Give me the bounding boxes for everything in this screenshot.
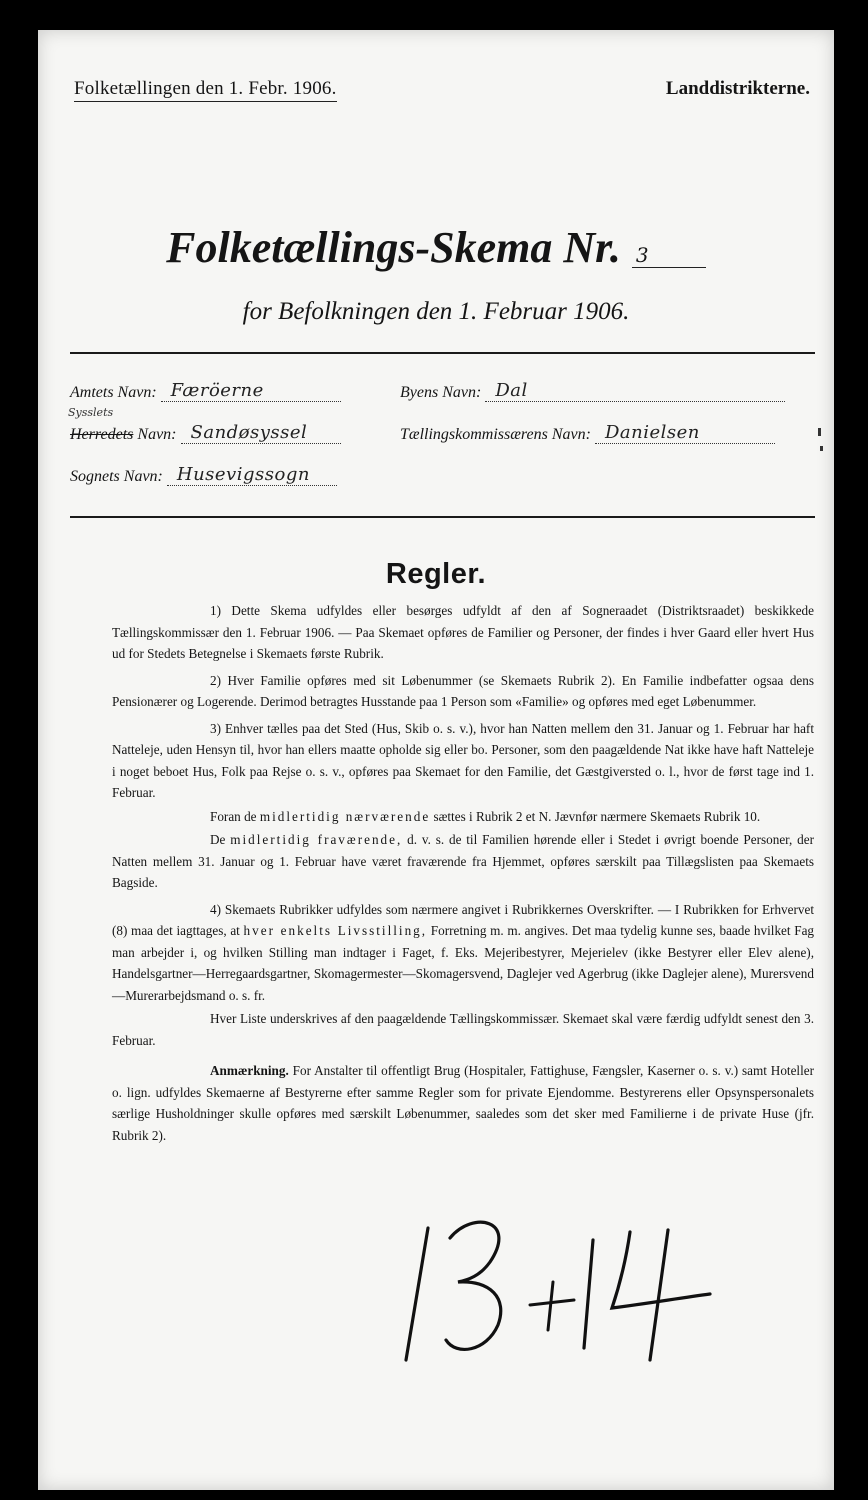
rule-3c-pre: De [210, 832, 226, 847]
rule-4-spaced: hver enkelts Livsstilling, [243, 923, 428, 938]
form-subtitle: for Befolkningen den 1. Februar 1906. [242, 298, 630, 325]
census-form-page [38, 30, 834, 1490]
rule-3: 3) Enhver tælles paa det Sted (Hus, Skib o. s. v.), hvor han Natten mellem den 31. Januar og 1. Februar har haft Natteleje, uden Hensyn til, hvor han ellers maatte opholde sig eller bo. Personer, som den paagældende Nat ikke have haft Natteleje i noget beboet Hus, Folk paa Rejse o. s. v., opføres paa Skemaet for den Familie, det Gæstgiversted o. l., hvor de først tage ind 1. Februar. [112, 720, 814, 800]
rule-3b-post: sættes i Rubrik 2 et N. Jævnfør nærmere Skemaets Rubrik 10. [433, 808, 761, 824]
rule-3-midlertidig-fravaerende [112, 829, 814, 894]
by-label: Byens Navn: [400, 384, 482, 401]
amt-label: Amtets Navn: [70, 384, 157, 401]
note-label: Anmærkning. [210, 1063, 289, 1078]
herred-value: Sandøsyssel [181, 422, 341, 444]
by-value: Dal [485, 380, 785, 402]
bottom-divider [70, 516, 815, 518]
herred-field [70, 422, 341, 444]
amt-field [70, 380, 341, 402]
form-number-field: 3 [632, 243, 706, 268]
by-field [400, 380, 785, 402]
rule-3c-post: d. v. s. de til Familien hørende eller i Stedet i øvrigt boende Personer, der Natten mellem 31. Januar og 1. Februar have været fraværende fra Hjemmet, opføres særskilt paa Tillægslisten paa Skemaets Bagside. [112, 832, 815, 890]
rule-1: 1) Dette Skema udfyldes eller besørges udfyldt af den af Sogneraadet (Distriktsraadet) beskikkede Tællingskommissær den 1. Februar 1906. — Paa Skemaet opføres de Familier og Personer, der findes i hver Gaard eller hvert Hus ud for Stedets Betegnelse i Skemaets første Rubrik. [112, 603, 814, 661]
kommissaer-label: Tællingskommissærens Navn: [400, 426, 591, 443]
rule-4-pre: 4) Skemaets Rubrikker udfyldes som nærmere angivet i Rubrikkernes Overskrifter. — I Rubrikken for Erhvervet (8) maa det iagttages, at [112, 901, 814, 938]
rule-3-midlertidig-naervaerende [112, 806, 814, 828]
edge-mark [820, 446, 823, 451]
form-title [38, 222, 834, 273]
form-title-text: Folketællings-Skema Nr. [166, 223, 621, 272]
rule-3b-spaced: midlertidig nærværende [259, 808, 431, 824]
sogn-label: Sognets Navn: [70, 468, 163, 485]
rule-4b: Hver Liste underskrives af den paagældende Tællingskommissær. Skemaet skal være færdig udfyldt senest den 3. Februar. [112, 1011, 814, 1048]
handwritten-page-number [398, 1200, 738, 1370]
kommissaer-value: Danielsen [595, 422, 775, 444]
rule-3b-pre: Foran de [210, 808, 257, 824]
rule-3c-spaced: midlertidig fraværende, [230, 832, 403, 847]
district-type-label: Landdistrikterne. [665, 78, 810, 99]
rules-body [112, 600, 814, 1151]
rule-4-post: Forretning m. m. angives. Det maa tydelig kunne ses, baade hvilket Fag man arbejder i, og hvilken Stilling man indtager i Faget, f. Eks. Mejeribestyrer, Mejerielev (ikke Bestyrer eller Elev alene), Handelsgartner—Herregaardsgartner, Skomagermester—Skomagersvend, Daglejer ved Agerbrug (ikke Daglejer alene), Murersvend—Murerarbejdsmand o. s. fr. [112, 923, 815, 1003]
sogn-field [70, 464, 337, 486]
note-text: For Anstalter til offentligt Brug (Hospitaler, Fattighuse, Fængsler, Kaserner o. s. v.) samt Hoteller o. lign. udfyldes Skemaerne af Bestyrerne efter samme Regler som for private Ejendomme. Bestyrerens eller Opsynspersonalets særlige Husholdninger skulle opføres med særskilt Løbenummer, saaledes som det sker med Familierne i de private Huse (jfr. Rubrik 2). [112, 1063, 815, 1143]
top-divider [70, 352, 815, 354]
kommissaer-field [400, 422, 775, 444]
rule-2: 2) Hver Familie opføres med sit Løbenummer (se Skemaets Rubrik 2). En Familie indbefatter ogsaa dens Pensionærer og Logerende. Derimod betragtes Husstande paa 1 Person som «Familie» og opføres med eget Løbenummer. [112, 672, 814, 709]
annotation-note [112, 1060, 814, 1146]
herred-label: Navn: [137, 426, 177, 443]
amt-value: Færöerne [161, 380, 341, 402]
herred-overwrite-handwriting: Sysslets [68, 406, 114, 419]
herred-struck-label: Herredets [70, 426, 134, 443]
rule-4 [112, 899, 814, 1007]
sogn-value: Husevigssogn [167, 464, 337, 486]
edge-mark [818, 428, 821, 436]
rules-heading: Regler. [385, 558, 487, 590]
census-header-date: Folketællingen den 1. Febr. 1906. [74, 78, 337, 102]
